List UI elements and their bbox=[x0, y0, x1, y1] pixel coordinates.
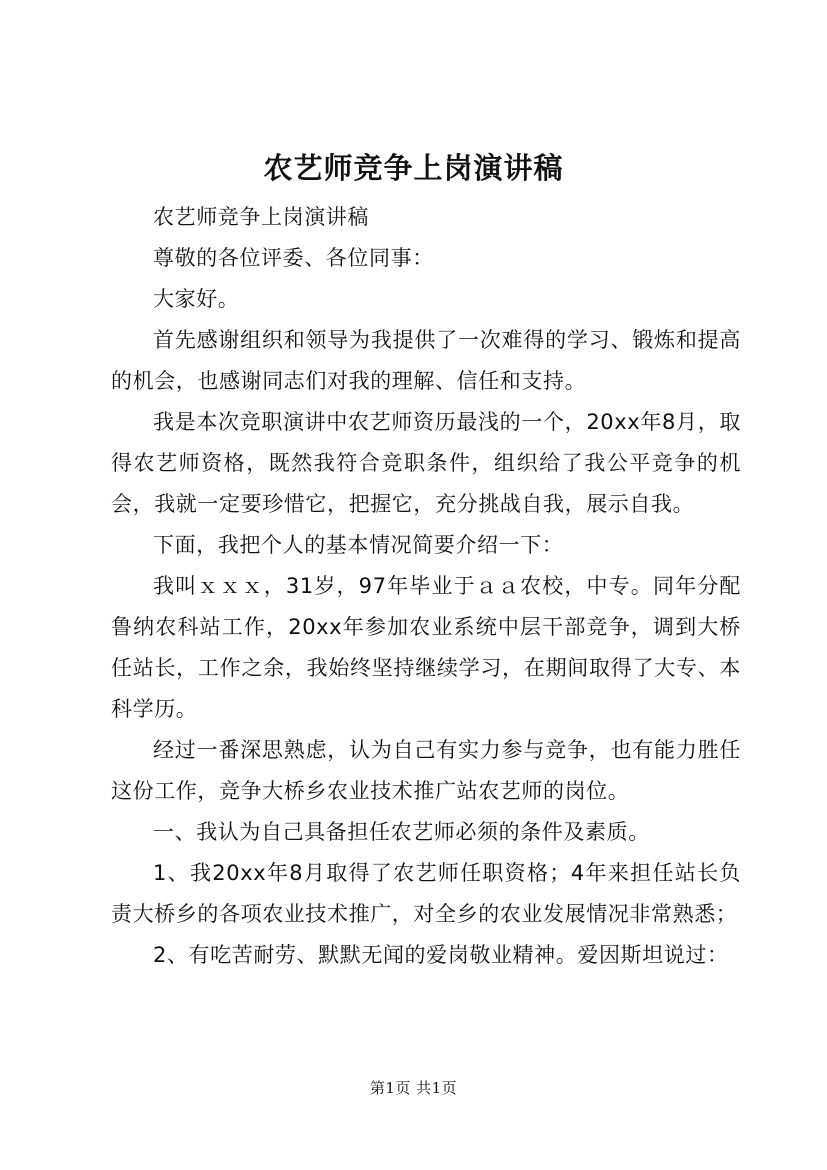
paragraph-subtitle: 农艺师竞争上岗演讲稿 bbox=[153, 205, 369, 229]
page-footer: 第1页 共1页 bbox=[369, 1079, 458, 1097]
paragraph-intro: 我是本次竞职演讲中农艺师资历最浅的一个，20xx年8月，取得农艺师资格，既然我符合竞职条件，组织给了我公平竞争的机会，我就一定要珍惜它，把握它，充分挑战自我，展示自我。 bbox=[111, 410, 741, 516]
document-body bbox=[111, 197, 741, 976]
paragraph-motivation: 经过一番深思熟虑，认为自己有实力参与竞争，也有能力胜任这份工作，竞争大桥乡农业技术推广站农艺师的岗位。 bbox=[111, 738, 741, 803]
paragraph-salutation: 尊敬的各位评委、各位同事： bbox=[153, 246, 434, 270]
paragraph-point-2: 2、有吃苦耐劳、默默无闻的爱岗敬业精神。爱因斯坦说过： bbox=[153, 943, 729, 967]
paragraph-greeting: 大家好。 bbox=[153, 287, 240, 311]
paragraph-point-1: 1、我20xx年8月取得了农艺师任职资格；4年来担任站长负责大桥乡的各项农业技术推广，对全乡的农业发展情况非常熟悉； bbox=[111, 861, 741, 926]
paragraph-transition: 下面，我把个人的基本情况简要介绍一下： bbox=[153, 533, 564, 557]
document-title: 农艺师竞争上岗演讲稿 bbox=[263, 151, 564, 185]
paragraph-section-heading: 一、我认为自己具备担任农艺师必须的条件及素质。 bbox=[153, 820, 650, 844]
paragraph-background: 我叫ｘｘｘ，31岁，97年毕业于ａａ农校，中专。同年分配鲁纳农科站工作，20xx年参加农业系统中层干部竞争，调到大桥任站长，工作之余，我始终坚持继续学习，在期间取得了大专、本科学历。 bbox=[111, 574, 741, 721]
paragraph-thanks: 首先感谢组织和领导为我提供了一次难得的学习、锻炼和提高的机会，也感谢同志们对我的理解、信任和支持。 bbox=[111, 328, 741, 393]
